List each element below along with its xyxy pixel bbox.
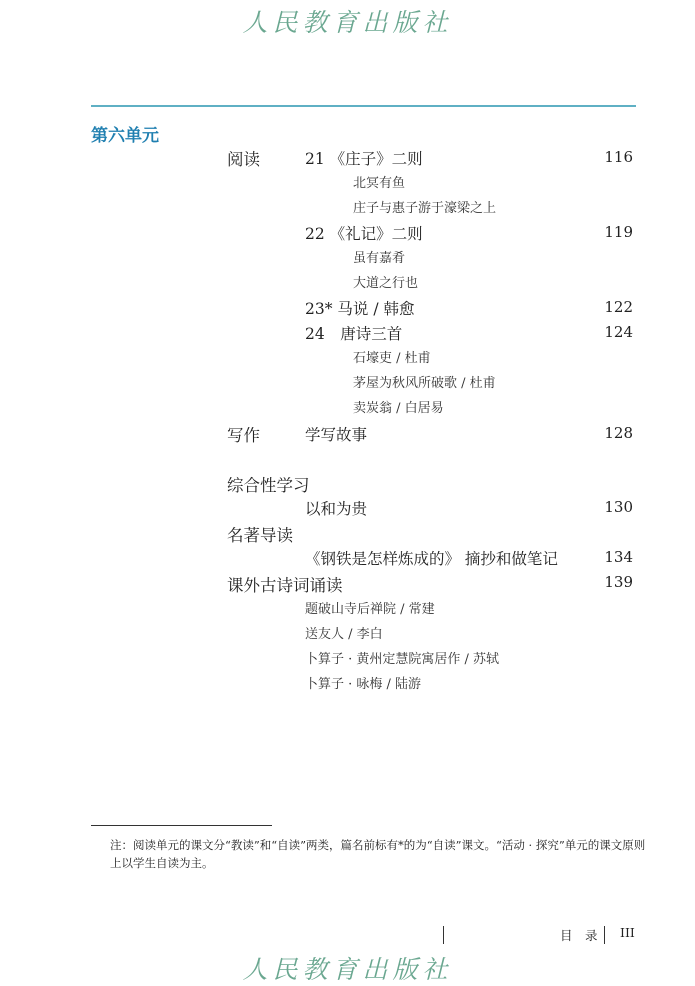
toc-entry-22[interactable]: 22 《礼记》二则 [305, 225, 423, 243]
toc-subentry[interactable]: 虽有嘉肴 [353, 251, 406, 266]
toc-subentry[interactable]: 大道之行也 [353, 276, 419, 291]
toc-entry-21[interactable]: 21 《庄子》二则 [305, 150, 423, 168]
section-label-poems[interactable]: 课外古诗词诵读 [227, 576, 343, 595]
page-number-24: 124 [604, 323, 633, 341]
publisher-logo-top: 人民教育出版社 [242, 8, 453, 37]
page-number-poems: 139 [604, 573, 633, 591]
page-number-classics: 134 [604, 548, 633, 566]
publisher-logo-bottom: 人民教育出版社 [242, 955, 453, 984]
footer-page-number: III [620, 925, 635, 940]
section-label-classics: 名著导读 [227, 526, 293, 545]
toc-entry-23[interactable]: 23* 马说 / 韩愈 [305, 300, 415, 318]
toc-subentry[interactable]: 卖炭翁 / 白居易 [353, 401, 444, 416]
toc-subentry[interactable]: 卜算子 · 咏梅 / 陆游 [305, 677, 422, 692]
toc-entry-24[interactable]: 24 唐诗三首 [305, 325, 403, 343]
page-number-23: 122 [604, 298, 633, 316]
toc-subentry[interactable]: 卜算子 · 黄州定慧院寓居作 / 苏轼 [305, 652, 500, 667]
footnote-rule [91, 825, 272, 826]
toc-subentry[interactable]: 石壕吏 / 杜甫 [353, 351, 431, 366]
toc-subentry[interactable]: 题破山寺后禅院 / 常建 [305, 602, 435, 617]
section-label-reading: 阅读 [227, 150, 260, 169]
toc-subentry[interactable]: 庄子与惠子游于濠梁之上 [353, 201, 497, 216]
section-label-writing: 写作 [227, 426, 260, 445]
toc-subentry[interactable]: 北冥有鱼 [353, 176, 406, 191]
footer-divider [443, 926, 444, 944]
toc-subentry[interactable]: 茅屋为秋风所破歌 / 杜甫 [353, 376, 496, 391]
footer-divider [604, 926, 605, 944]
page-number-22: 119 [604, 223, 633, 241]
toc-entry-integrated[interactable]: 以和为贵 [305, 500, 368, 518]
page-number-21: 116 [604, 148, 633, 166]
page-number-integrated: 130 [604, 498, 633, 516]
toc-subentry[interactable]: 送友人 / 李白 [305, 627, 383, 642]
header-rule [91, 105, 636, 107]
unit-title: 第六单元 [91, 126, 159, 146]
page-number-writing: 128 [604, 424, 633, 442]
section-label-integrated: 综合性学习 [227, 476, 310, 495]
toc-entry-classics[interactable]: 《钢铁是怎样炼成的》 摘抄和做笔记 [305, 550, 558, 568]
footer-section-label: 目 录 [560, 928, 598, 943]
footnote: 注：阅读单元的课文分“教读”和“自读”两类，篇名前标有*的为“自读”课文。“活动 · 探究”单元的课文原则上以学生自读为主。 [110, 838, 646, 870]
toc-entry-writing[interactable]: 学写故事 [305, 426, 368, 444]
